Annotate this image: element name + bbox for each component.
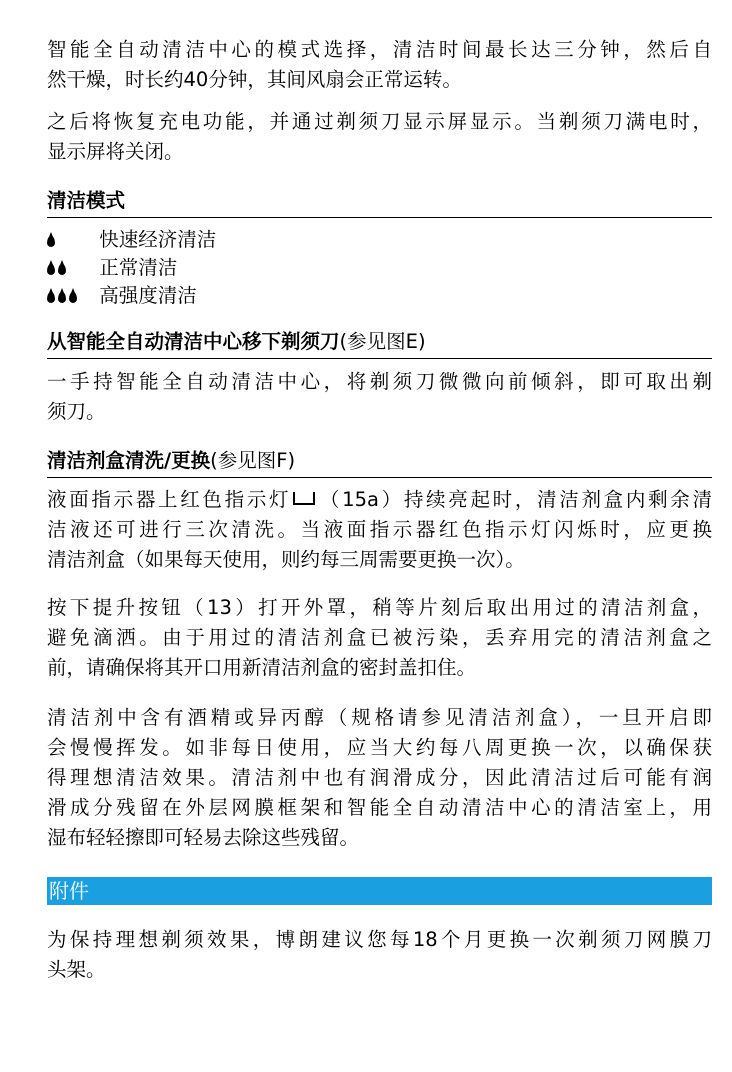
- text-line: 须刀。: [47, 400, 106, 423]
- drop-icon: [69, 292, 77, 303]
- cartridge-paragraph-2: [47, 593, 712, 683]
- text-fragment: （15a）持续亮起时，清洁剂盒内剩余清: [317, 488, 712, 511]
- cartridge-paragraph-3: [47, 703, 712, 853]
- remove-shaver-paragraph: [47, 367, 712, 427]
- text-line: 前，请确保将其开口用新清洁剂盒的密封盖扣住。: [47, 656, 477, 679]
- intro-paragraph-1: [47, 35, 712, 95]
- text-line: 为保持理想剃须效果，博朗建议您每18个月更换一次剃须刀网膜刀: [47, 928, 712, 951]
- drop-icon-group: [47, 282, 93, 310]
- text-line: [47, 485, 712, 515]
- drop-icon: [47, 236, 55, 247]
- text-line: 得理想清洁效果。清洁剂中也有润滑成分，因此清洁过后可能有润: [47, 766, 712, 789]
- text-line: 之后将恢复充电功能，并通过剃须刀显示屏显示。当剃须刀满电时，: [47, 110, 712, 133]
- accessories-paragraph: [47, 925, 712, 985]
- heading-text: 清洁模式: [47, 189, 126, 212]
- remove-shaver-heading: [47, 328, 712, 359]
- text-line: 清洁剂盒（如果每天使用，则约每三周需要更换一次）。: [47, 548, 525, 571]
- drop-icon: [47, 292, 55, 303]
- text-line: 智能全自动清洁中心的模式选择，清洁时间最长达三分钟，然后自: [47, 38, 712, 61]
- text-line: 头架。: [47, 958, 106, 981]
- text-line: 按下提升按钮（13）打开外罩，稍等片刻后取出用过的清洁剂盒，: [47, 596, 712, 619]
- drop-icon-group: [47, 254, 93, 282]
- text-line: 一手持智能全自动清洁中心，将剃须刀微微向前倾斜，即可取出剃: [47, 370, 712, 393]
- heading-text: 清洁剂盒清洗/更换: [47, 449, 211, 472]
- mode-label: 快速经济清洁: [99, 228, 217, 251]
- text-fragment: 液面指示器上红色指示灯: [47, 488, 292, 511]
- mode-label: 正常清洁: [99, 256, 178, 279]
- level-indicator-icon: [293, 492, 315, 505]
- mode-label: 高强度清洁: [99, 284, 197, 307]
- heading-text: 附件: [49, 879, 89, 903]
- text-line: 显示屏将关闭。: [47, 140, 184, 163]
- text-line: 滑成分残留在外层网膜框架和智能全自动清洁中心的清洁室上，用: [47, 796, 712, 819]
- cartridge-heading: [47, 447, 712, 478]
- drop-icon: [58, 292, 66, 303]
- text-line: 洁液还可进行三次清洗。当液面指示器红色指示灯闪烁时，应更换: [47, 518, 712, 541]
- intro-paragraph-2: [47, 107, 712, 167]
- figure-reference: (参见图F): [210, 449, 296, 472]
- drop-icon: [58, 264, 66, 275]
- accessories-heading-bar: [47, 877, 712, 905]
- mode-item-normal: [47, 254, 177, 282]
- drop-icon: [47, 264, 55, 275]
- cartridge-paragraph-1: [47, 485, 712, 575]
- cleaning-modes-heading: [47, 187, 712, 218]
- text-line: 会慢慢挥发。如非每日使用，应当大约每八周更换一次，以确保获: [47, 736, 712, 759]
- mode-item-quick: [47, 226, 216, 254]
- text-line: 然干燥，时长约40分钟，其间风扇会正常运转。: [47, 68, 462, 91]
- figure-reference: (参见图E): [339, 330, 426, 353]
- mode-item-intensive: [47, 282, 197, 310]
- text-line: 避免滴洒。由于用过的清洁剂盒已被污染，丢弃用完的清洁剂盒之: [47, 626, 712, 649]
- text-line: 湿布轻轻擦即可轻易去除这些残留。: [47, 826, 360, 849]
- text-line: 清洁剂中含有酒精或异丙醇（规格请参见清洁剂盒），一旦开启即: [47, 706, 712, 729]
- drop-icon-group: [47, 226, 93, 254]
- heading-text: 从智能全自动清洁中心移下剃须刀: [47, 330, 340, 353]
